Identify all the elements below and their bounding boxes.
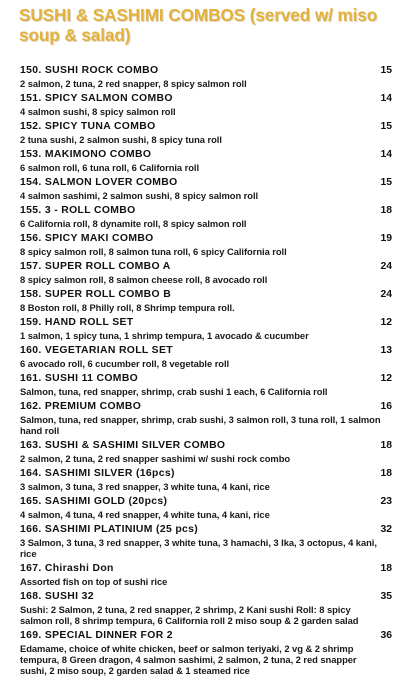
menu-item [20, 204, 392, 229]
menu-item-description: Assorted fish on top of sushi rice [20, 576, 168, 587]
menu-item-name: 164. SASHIMI SILVER (16pcs) [20, 468, 175, 479]
menu-item-header [20, 495, 392, 508]
menu-item [20, 288, 392, 313]
menu-item [20, 64, 392, 89]
menu-item [20, 629, 392, 676]
menu-item-price: 23 [380, 496, 392, 507]
menu-item-price: 24 [380, 261, 392, 272]
menu-item-description: 8 spicy salmon roll, 8 salmon cheese roll, 8 avocado roll [20, 274, 268, 285]
menu-item-price: 12 [380, 317, 392, 328]
menu-item-header [20, 64, 392, 77]
menu-item-description: 2 salmon, 2 tuna, 2 red snapper, 8 spicy salmon roll [20, 78, 247, 89]
menu-list [20, 64, 392, 679]
menu-item-name: 155. 3 - ROLL COMBO [20, 205, 136, 216]
menu-item-description: 8 Boston roll, 8 Philly roll, 8 Shrimp tempura roll. [20, 302, 235, 313]
menu-item-price: 18 [380, 468, 392, 479]
menu-item-header [20, 590, 392, 603]
menu-item-description: 1 salmon, 1 spicy tuna, 1 shrimp tempura, 1 avocado & cucumber [20, 330, 309, 341]
menu-item-header [20, 120, 392, 133]
menu-item-header [20, 523, 392, 536]
menu-item-description: Sushi: 2 Salmon, 2 tuna, 2 red snapper, 2 shrimp, 2 Kani sushi Roll: 8 spicy salmon roll, 8 shrimp tempura, 6 California roll 2 miso soup & 2 garden salad [20, 604, 359, 626]
menu-item-price: 14 [380, 149, 392, 160]
menu-item-header [20, 204, 392, 217]
menu-item [20, 439, 392, 464]
menu-item-price: 35 [380, 591, 392, 602]
menu-item-name: 152. SPICY TUNA COMBO [20, 121, 156, 132]
menu-item-description: 6 California roll, 8 dynamite roll, 8 spicy salmon roll [20, 218, 247, 229]
menu-item [20, 562, 392, 587]
menu-item-name: 158. SUPER ROLL COMBO B [20, 289, 172, 300]
menu-item-name: 165. SASHIMI GOLD (20pcs) [20, 496, 168, 507]
menu-item [20, 148, 392, 173]
menu-item-description: 4 salmon, 4 tuna, 4 red snapper, 4 white tuna, 4 kani, rice [20, 509, 270, 520]
menu-item-header [20, 562, 392, 575]
menu-item-price: 13 [380, 345, 392, 356]
menu-item-header [20, 344, 392, 357]
menu-item-price: 15 [380, 177, 392, 188]
menu-item-header [20, 400, 392, 413]
menu-item-header [20, 467, 392, 480]
menu-item-price: 12 [380, 373, 392, 384]
menu-item-header [20, 439, 392, 452]
menu-item-description: Edamame, choice of white chicken, beef or salmon teriyaki, 2 vg & 2 shrimp tempura, 8 Green dragon, 4 salmon sashimi, 2 salmon, 2 tuna, 2 red snapper sushi, 2 miso soup, 2 garden salad & 1 steamed rice [20, 643, 357, 676]
menu-item-name: 169. SPECIAL DINNER FOR 2 [20, 630, 173, 641]
menu-item [20, 92, 392, 117]
menu-item-name: 153. MAKIMONO COMBO [20, 149, 152, 160]
menu-item-price: 16 [380, 401, 392, 412]
menu-item-name: 150. SUSHI ROCK COMBO [20, 65, 159, 76]
menu-item-price: 14 [380, 93, 392, 104]
menu-item-name: 154. SALMON LOVER COMBO [20, 177, 178, 188]
menu-item-header [20, 148, 392, 161]
menu-item-header [20, 372, 392, 385]
menu-item-header [20, 92, 392, 105]
menu-item-price: 15 [380, 65, 392, 76]
menu-item-name: 151. SPICY SALMON COMBO [20, 93, 173, 104]
menu-item-description: 6 salmon roll, 6 tuna roll, 6 California roll [20, 162, 200, 173]
menu-item-price: 18 [380, 440, 392, 451]
menu-item-name: 167. Chirashi Don [20, 563, 114, 574]
menu-item-header [20, 232, 392, 245]
menu-item [20, 120, 392, 145]
menu-item [20, 400, 392, 436]
menu-item [20, 523, 392, 559]
menu-item-description: Salmon, tuna, red snapper, shrimp, crab sushi 1 each, 6 California roll [20, 386, 328, 397]
menu-item [20, 316, 392, 341]
menu-item-price: 19 [380, 233, 392, 244]
menu-item-price: 15 [380, 121, 392, 132]
menu-item-name: 156. SPICY MAKI COMBO [20, 233, 154, 244]
menu-item [20, 495, 392, 520]
menu-item-price: 18 [380, 563, 392, 574]
menu-item-price: 32 [380, 524, 392, 535]
menu-item [20, 467, 392, 492]
menu-item [20, 590, 392, 626]
menu-item-description: 3 salmon, 3 tuna, 3 red snapper, 3 white tuna, 4 kani, rice [20, 481, 270, 492]
menu-item-name: 159. HAND ROLL SET [20, 317, 134, 328]
menu-item-header [20, 629, 392, 642]
menu-item-description: 4 salmon sushi, 8 spicy salmon roll [20, 106, 176, 117]
menu-item-description: 4 salmon sashimi, 2 salmon sushi, 8 spicy salmon roll [20, 190, 259, 201]
menu-item [20, 176, 392, 201]
menu-item-description: Salmon, tuna, red snapper, shrimp, crab sushi, 3 salmon roll, 3 tuna roll, 1 salmon hand roll [20, 414, 381, 436]
menu-item-header [20, 288, 392, 301]
menu-item-header [20, 316, 392, 329]
menu-item-description: 8 spicy salmon roll, 8 salmon tuna roll, 6 spicy California roll [20, 246, 287, 257]
menu-item-name: 162. PREMIUM COMBO [20, 401, 142, 412]
menu-item-description: 2 tuna sushi, 2 salmon sushi, 8 spicy tuna roll [20, 134, 222, 145]
menu-item-price: 24 [380, 289, 392, 300]
menu-item [20, 260, 392, 285]
menu-item-name: 160. VEGETARIAN ROLL SET [20, 345, 173, 356]
menu-item-name: 161. SUSHI 11 COMBO [20, 373, 139, 384]
menu-item-name: 168. SUSHI 32 [20, 591, 94, 602]
menu-item-header [20, 260, 392, 273]
menu-item-name: 163. SUSHI & SASHIMI SILVER COMBO [20, 440, 226, 451]
menu-item-price: 36 [380, 630, 392, 641]
menu-item-description: 2 salmon, 2 tuna, 2 red snapper sashimi w/ sushi rock combo [20, 453, 291, 464]
menu-item-price: 18 [380, 205, 392, 216]
menu-item-header [20, 176, 392, 189]
menu-item-name: 157. SUPER ROLL COMBO A [20, 261, 171, 272]
menu-title: SUSHI & SASHIMI COMBOS (served w/ miso soup & salad) [19, 5, 378, 45]
menu-item-name: 166. SASHIMI PLATINIUM (25 pcs) [20, 524, 199, 535]
menu-item [20, 344, 392, 369]
menu-item-description: 6 avocado roll, 6 cucumber roll, 8 vegetable roll [20, 358, 230, 369]
menu-item [20, 372, 392, 397]
menu-item-description: 3 Salmon, 3 tuna, 3 red snapper, 3 white tuna, 3 hamachi, 3 Ika, 3 octopus, 4 kani, rice [20, 537, 377, 559]
menu-item [20, 232, 392, 257]
